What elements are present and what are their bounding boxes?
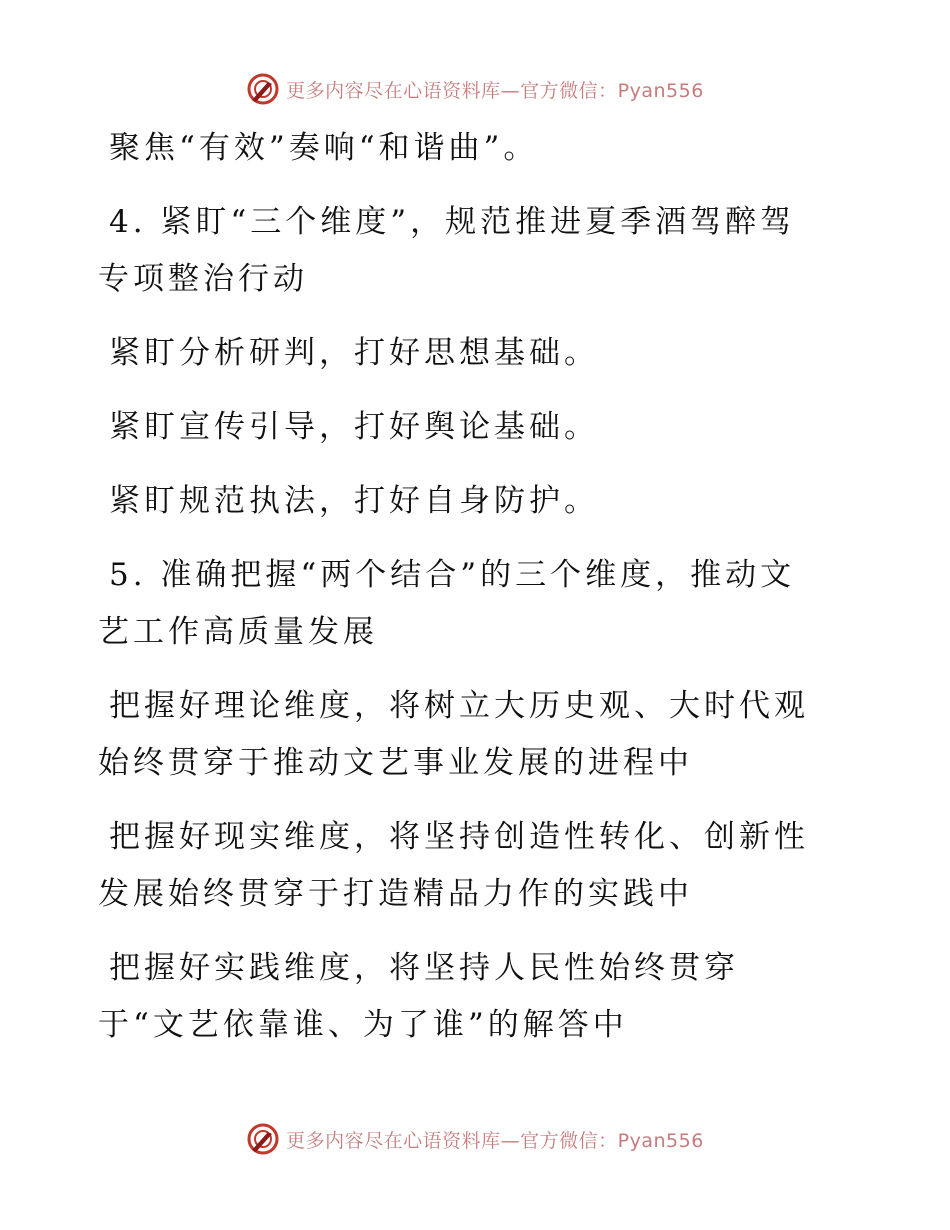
- paragraph: 聚焦“有效”奏响“和谐曲”。: [109, 130, 539, 166]
- paragraph: 把握好理论维度，将树立大历史观、大时代观始终贯穿于推动文艺事业发展的进程中: [98, 688, 809, 781]
- paragraph: 紧盯宣传引导，打好舆论基础。: [109, 409, 599, 445]
- paragraph: 紧盯规范执法，打好自身防护。: [109, 483, 599, 519]
- section-heading: 4. 紧盯“三个维度”，规范推进夏季酒驾醉驾专项整治行动: [98, 204, 796, 297]
- footer-watermark: [0, 1122, 950, 1156]
- section-heading: 5. 准确把握“两个结合”的三个维度，推动文艺工作高质量发展: [98, 557, 796, 650]
- watermark-text: 更多内容尽在心语资料库—官方微信：Pyan556: [286, 79, 704, 102]
- pen-circle-logo-icon: [246, 72, 280, 106]
- paragraph: 把握好现实维度，将坚持创造性转化、创新性发展始终贯穿于打造精品力作的实践中: [98, 819, 809, 912]
- watermark-text: 更多内容尽在心语资料库—官方微信：Pyan556: [286, 1129, 704, 1152]
- pen-circle-logo-icon: [246, 1122, 280, 1156]
- document-body: [98, 120, 828, 1071]
- header-watermark: [0, 72, 950, 106]
- paragraph: 紧盯分析研判，打好思想基础。: [109, 335, 599, 371]
- paragraph: 把握好实践维度，将坚持人民性始终贯穿于“文艺依靠谁、为了谁”的解答中: [98, 950, 739, 1043]
